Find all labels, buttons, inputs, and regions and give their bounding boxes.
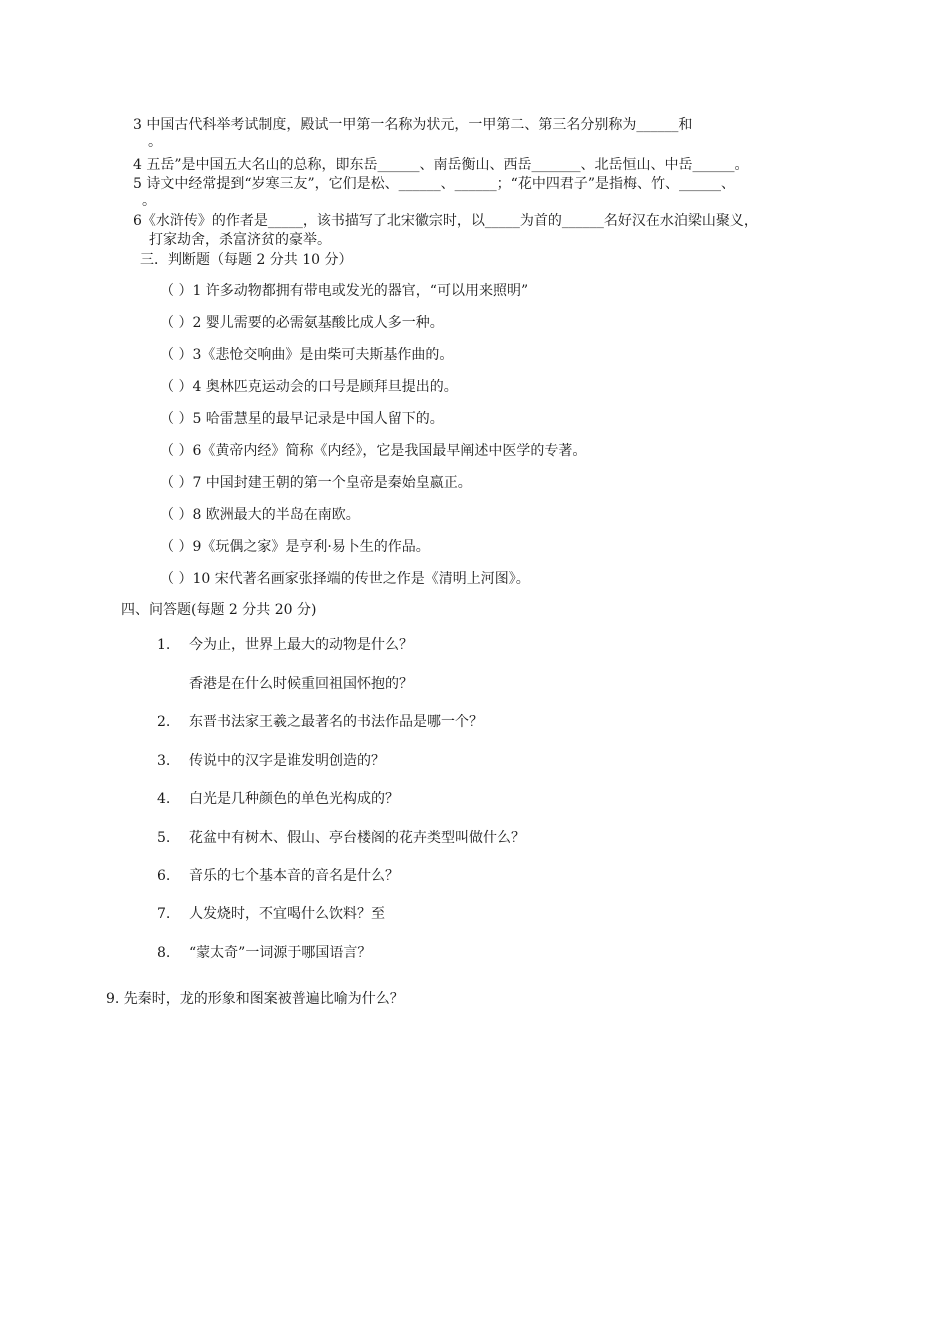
fill-question-6: 6《水浒传》的作者是_____，该书描写了北宋徽宗时，以_____为首的______名好汉在水泊梁山聚义， [133, 213, 758, 229]
judgment-item: （ ）2 婴儿需要的必需氨基酸比成人多一种。 [160, 315, 444, 331]
judgment-item: （ ）9《玩偶之家》是亨利·易卜生的作品。 [160, 539, 430, 555]
judgment-item: （ ）3《悲怆交响曲》是由柴可夫斯基作曲的。 [160, 347, 454, 363]
qa-question: 传说中的汉字是谁发明创造的？ [189, 753, 385, 769]
judgment-section-title: 三．判断题（每题 2 分共 10 分） [140, 252, 353, 268]
qa-number: 5. [157, 830, 171, 846]
qa-number: 7. [157, 906, 171, 922]
qa-number: 3. [157, 753, 171, 769]
fill-question-4: 4 五岳”是中国五大名山的总称，即东岳______、南岳衡山、西岳_______、北岳恒山、中岳______。 [133, 157, 749, 173]
fill-question-5-cont: 。 [142, 193, 156, 209]
fill-question-6-cont: 打家劫舍，杀富济贫的豪举。 [149, 232, 331, 248]
qa-question: 白光是几种颜色的单色光构成的？ [189, 791, 399, 807]
fill-question-3-cont: 。 [148, 134, 162, 150]
qa-number: 2. [157, 714, 171, 730]
fill-question-5: 5 诗文中经常提到“岁寒三友”，它们是松、______、______；“花中四君子”是指梅、竹、______、 [133, 176, 735, 192]
qa-question: 东晋书法家王羲之最著名的书法作品是哪一个？ [189, 714, 483, 730]
judgment-item: （ ）1 许多动物都拥有带电或发光的器官，“可以用来照明” [160, 283, 529, 299]
judgment-item: （ ）7 中国封建王朝的第一个皇帝是秦始皇嬴正。 [160, 475, 472, 491]
judgment-item: （ ）8 欧洲最大的半岛在南欧。 [160, 507, 360, 523]
qa-question: 今为止，世界上最大的动物是什么？ [189, 637, 413, 653]
judgment-item: （ ）5 哈雷慧星的最早记录是中国人留下的。 [160, 411, 444, 427]
judgment-item: （ ）4 奥林匹克运动会的口号是顾拜旦提出的。 [160, 379, 458, 395]
qa-number: 1. [157, 637, 171, 653]
qa-question: 人发烧时，不宜喝什么饮料？至 [189, 906, 385, 922]
qa-question: 香港是在什么时候重回祖国怀抱的？ [189, 676, 413, 692]
qa-question: “蒙太奇”一词源于哪国语言？ [189, 945, 372, 961]
qa-number: 8. [157, 945, 171, 961]
qa-number: 4. [157, 791, 171, 807]
qa-question: 花盆中有树木、假山、亭台楼阁的花卉类型叫做什么？ [189, 830, 525, 846]
judgment-item: （ ）6《黄帝内经》简称《内经》，它是我国最早阐述中医学的专著。 [160, 443, 587, 459]
fill-question-3: 3 中国古代科举考试制度，殿试一甲第一名称为状元，一甲第二、第三名分别称为______和 [133, 117, 693, 133]
judgment-item: （ ）10 宋代著名画家张择端的传世之作是《清明上河图》。 [160, 571, 530, 587]
qa-question-last: 9. 先秦时，龙的形象和图案被普遍比喻为什么？ [106, 991, 404, 1007]
qa-question: 音乐的七个基本音的音名是什么？ [189, 868, 399, 884]
qa-number: 6. [157, 868, 171, 884]
qa-section-title: 四、问答题(每题 2 分共 20 分) [121, 602, 317, 618]
